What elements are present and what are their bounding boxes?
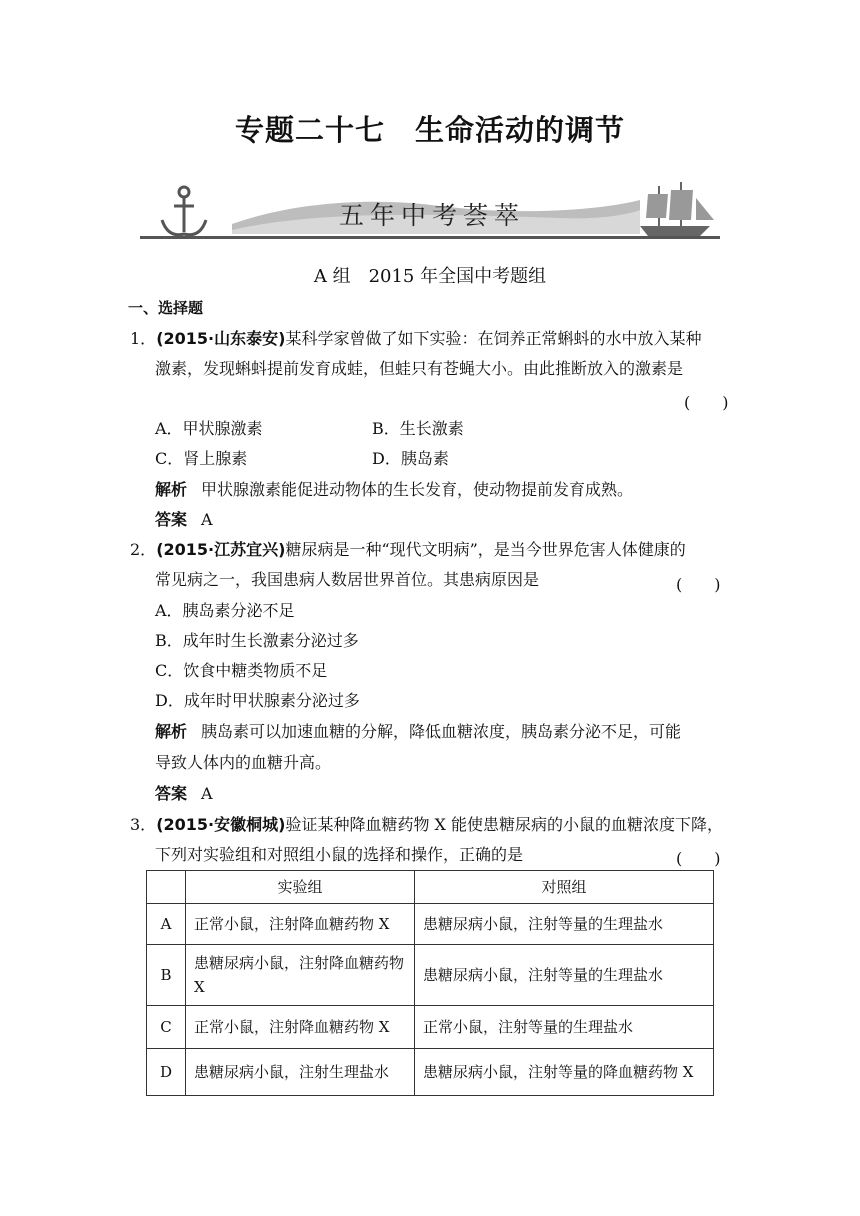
table-cell: B	[147, 945, 186, 1006]
question-source: (2015·江苏宜兴)	[156, 540, 286, 559]
answer-value: A	[201, 784, 213, 803]
q2-analysis-line2: 导致人体内的血糖升高。	[155, 753, 332, 772]
analysis-text: 胰岛素可以加速血糖的分解，降低血糖浓度，胰岛素分泌不足，可能	[201, 722, 682, 741]
answer-blank: ( )	[684, 393, 729, 412]
table-cell: 患糖尿病小鼠，注射等量的生理盐水	[415, 945, 714, 1006]
banner-text: 五年中考荟萃	[338, 201, 525, 230]
table-cell: C	[147, 1006, 186, 1049]
option-c: C．肾上腺素	[155, 449, 248, 468]
question-source: (2015·山东泰安)	[156, 329, 286, 348]
question-stem: 糖尿病是一种“现代文明病”，是当今世界危害人体健康的	[285, 540, 686, 559]
ship-icon	[640, 182, 714, 236]
q2-analysis	[155, 717, 681, 747]
question-number: 1．	[130, 329, 157, 348]
answer-label: 答案	[155, 784, 188, 803]
q1-line2: 激素，发现蝌蚪提前发育成蛙，但蛙只有苍蝇大小。由此推断放入的激素是	[155, 359, 684, 378]
table-row	[147, 904, 714, 945]
anchor-icon	[162, 187, 206, 235]
section-title: 一、选择题	[128, 299, 204, 317]
question-source: (2015·安徽桐城)	[156, 815, 286, 834]
table-cell: 患糖尿病小鼠，注射等量的降血糖药物 X	[415, 1049, 714, 1096]
analysis-label: 解析	[155, 722, 188, 741]
answer-label: 答案	[155, 510, 188, 529]
table-cell: 正常小鼠，注射等量的生理盐水	[415, 1006, 714, 1049]
analysis-label: 解析	[155, 480, 188, 499]
question-stem: 某科学家曾做了如下实验：在饲养正常蝌蚪的水中放入某种	[285, 329, 702, 348]
table-header-cell: 对照组	[415, 871, 714, 904]
option-b: B．生长激素	[372, 419, 464, 438]
option-d: D．成年时甲状腺素分泌过多	[155, 691, 360, 710]
table-cell: 正常小鼠，注射降血糖药物 X	[186, 904, 415, 945]
table-row	[147, 1049, 714, 1096]
table-cell: 患糖尿病小鼠，注射降血糖药物 X	[186, 945, 415, 1006]
option-a: A．甲状腺激素	[155, 419, 263, 438]
option-a: A．胰岛素分泌不足	[155, 601, 295, 620]
q1-answer	[155, 505, 213, 535]
q2-answer	[155, 779, 213, 809]
question-number: 2．	[130, 540, 157, 559]
q2-line1	[130, 535, 686, 565]
q1-analysis	[155, 475, 633, 505]
group-title: A 组 2015 年全国中考题组	[313, 266, 547, 287]
option-d: D．胰岛素	[372, 449, 449, 468]
table-cell: 患糖尿病小鼠，注射生理盐水	[186, 1049, 415, 1096]
q3-line1	[130, 810, 723, 840]
table-header-cell	[147, 871, 186, 904]
table-cell: D	[147, 1049, 186, 1096]
table-row	[147, 945, 714, 1006]
option-b: B．成年时生长激素分泌过多	[155, 631, 359, 650]
question-number: 3．	[130, 815, 157, 834]
question-stem: 验证某种降血糖药物 X 能使患糖尿病的小鼠的血糖浓度下降，	[285, 815, 724, 834]
answer-blank: ( )	[676, 575, 721, 594]
table-header-row	[147, 871, 714, 904]
table-cell: 患糖尿病小鼠，注射等量的生理盐水	[415, 904, 714, 945]
analysis-text: 甲状腺激素能促进动物体的生长发育，使动物提前发育成熟。	[201, 480, 634, 499]
table-cell: A	[147, 904, 186, 945]
q2-line2: 常见病之一，我国患病人数居世界首位。其患病原因是	[155, 570, 540, 589]
banner-baseline	[140, 236, 720, 239]
table-header-cell: 实验组	[186, 871, 415, 904]
answer-value: A	[201, 510, 213, 529]
option-c: C．饮食中糖类物质不足	[155, 661, 328, 680]
q3-line2: 下列对实验组和对照组小鼠的选择和操作，正确的是	[155, 845, 524, 864]
table-cell: 正常小鼠，注射降血糖药物 X	[186, 1006, 415, 1049]
page-title: 专题二十七 生命活动的调节	[234, 113, 625, 147]
q1-line1	[130, 324, 701, 354]
table-row	[147, 1006, 714, 1049]
answer-blank: ( )	[676, 849, 721, 868]
options-table	[146, 870, 714, 1096]
